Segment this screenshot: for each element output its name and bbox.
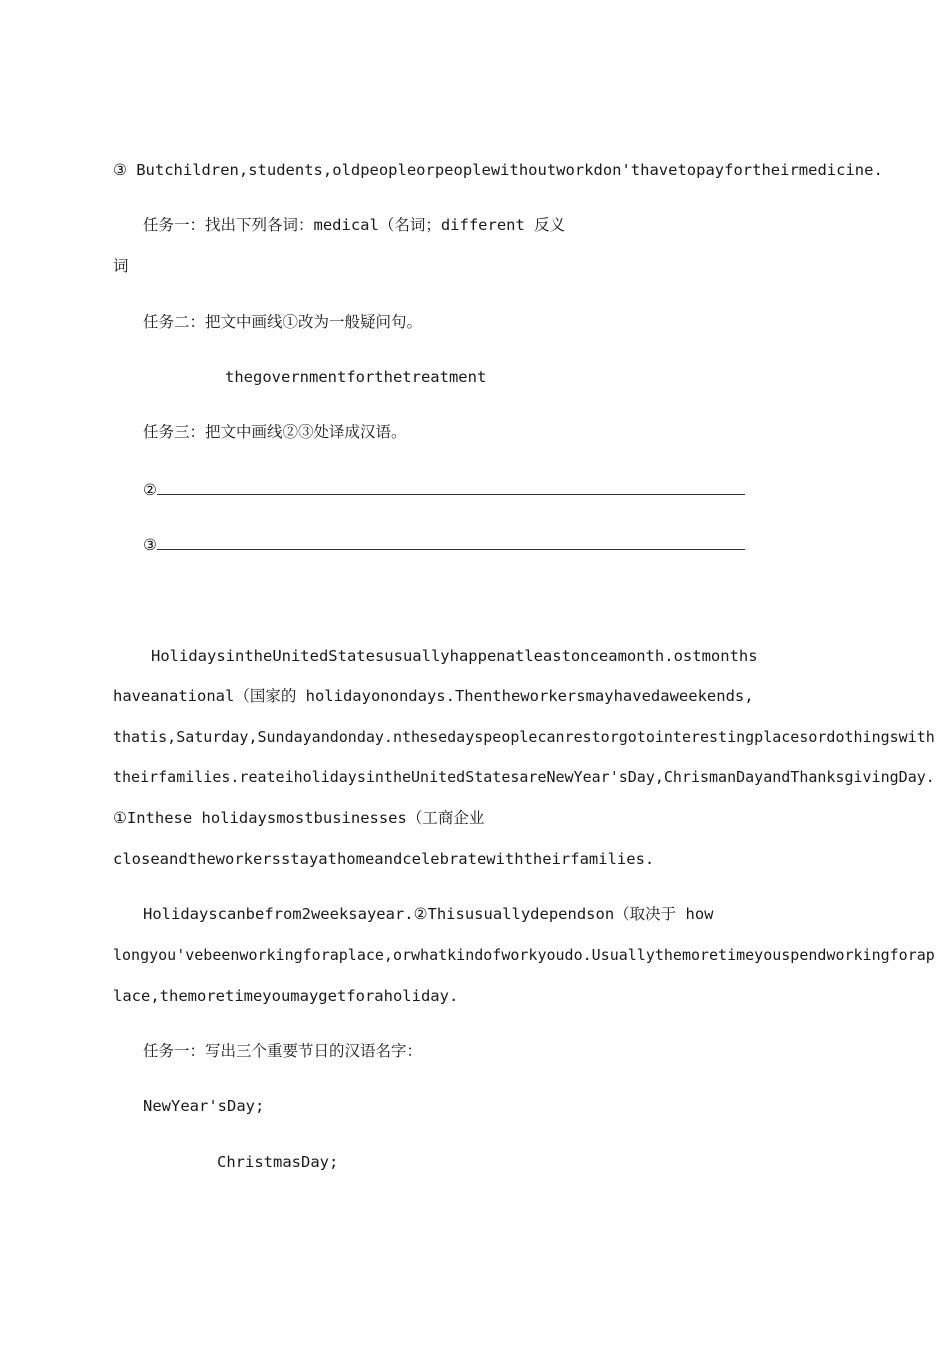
- passage-p2-line3: lace,themoretimeyoumaygetforaholiday.: [113, 987, 459, 1005]
- passage-p1-line5: ①Inthese holidaysmostbusinesses（工商企业: [113, 809, 485, 827]
- answer-blank-3-label: ③: [143, 536, 157, 554]
- passage-p2-line2: longyou'vebeenworkingforaplace,orwhatkindofworkyoudo.Usuallythemoretimeyouspendworkingforap: [113, 946, 935, 964]
- task-3-prompt: 任务三：把文中画线②③处译成汉语。: [143, 423, 407, 441]
- task-2-prompt: 任务二：把文中画线①改为一般疑问句。: [143, 313, 423, 331]
- passage-p1-line3: thatis,Saturday,Sundayandonday.nthesedayspeoplecanrestorgotointerestingplacesordothingswith: [113, 728, 935, 746]
- passage-p1-line6: closeandtheworkersstayathomeandcelebratewiththeirfamilies.: [113, 850, 655, 868]
- answer-christmas-day: ChristmasDay;: [217, 1153, 339, 1171]
- passage-p2-line1: Holidayscanbefrom2weeksayear.②Thisusuallydependson（取决于 how: [143, 905, 714, 923]
- answer-blank-2[interactable]: [143, 478, 745, 500]
- answer-new-years-day: NewYear'sDay;: [143, 1097, 265, 1115]
- task-1-prompt-cont: 词: [113, 257, 129, 275]
- task2-1-prompt: 任务一：写出三个重要节日的汉语名字：: [143, 1042, 423, 1060]
- sentence-3: ③ Butchildren,students,oldpeopleorpeoplewithoutworkdon'thavetopayfortheirmedicine.: [113, 161, 883, 179]
- passage-p1-line2: haveanational（国家的 holidayonondays.Thentheworkersmayhavedaweekends,: [113, 687, 754, 705]
- passage-p1-line4: theirfamilies.reateiholidaysintheUnitedStatesareNewYear'sDay,ChrismanDayandThanksgivingDay.: [113, 768, 935, 786]
- answer-line-3[interactable]: [157, 533, 745, 550]
- task-1-prompt: 任务一：找出下列各词：medical（名词；different 反义: [143, 216, 566, 234]
- answer-blank-3[interactable]: [143, 533, 745, 555]
- answer-line-2[interactable]: [157, 478, 745, 495]
- passage-p1-line1: HolidaysintheUnitedStatesusuallyhappenatleastonceamonth.ostmonths: [151, 647, 758, 665]
- task-2-fill: thegovernmentforthetreatment: [225, 368, 487, 386]
- answer-blank-2-label: ②: [143, 481, 157, 499]
